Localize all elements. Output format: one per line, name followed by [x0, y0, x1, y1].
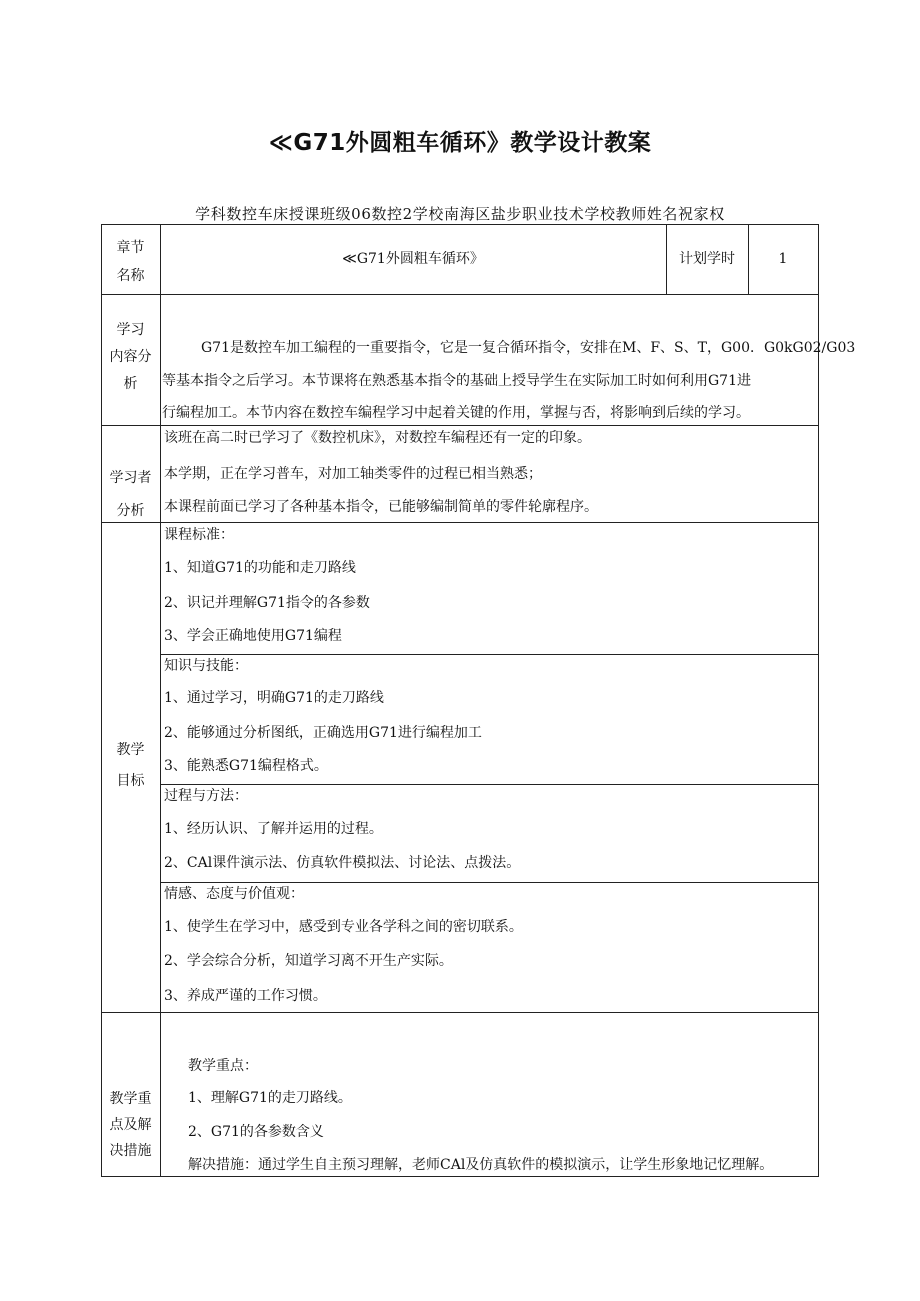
learner-analysis-label: 学习者 分析 [109, 470, 152, 519]
table-border-right [818, 224, 819, 1177]
goal-item: 1、经历认识、了解并运用的过程。 [164, 821, 383, 837]
label-column-divider [160, 224, 161, 1177]
key-points-heading: 教学重点： [188, 1058, 258, 1074]
row-divider [101, 1012, 819, 1013]
goal-item: 1、知道G71的功能和走刀路线 [164, 560, 356, 576]
goal-item: 2、CAl课件演示法、仿真软件模拟法、讨论法、点拨法。 [164, 855, 521, 871]
key-point-item: 2、G71的各参数含义 [188, 1124, 324, 1140]
content-analysis-label: 学习 内容分 析 [109, 322, 152, 392]
content-line: 行编程加工。本节内容在数控车编程学习中起着关键的作用，掌握与否，将影响到后续的学习。 [162, 405, 750, 421]
table-border-bottom [101, 1176, 819, 1177]
row-divider [101, 294, 819, 295]
row-divider [101, 425, 819, 426]
learner-line: 该班在高二时已学习了《数控机床》，对数控车编程还有一定的印象。 [164, 430, 591, 446]
key-point-item: 1、理解G71的走刀路线。 [188, 1090, 352, 1106]
content-line: 等基本指令之后学习。本节课将在熟悉基本指令的基础上授导学生在实际加工时如何利用G71进 [162, 373, 751, 389]
process-methods-heading: 过程与方法： [164, 788, 248, 804]
table-border-top [101, 224, 819, 225]
row-divider [101, 522, 819, 523]
learner-line: 本课程前面已学习了各种基本指令，已能够编制简单的零件轮廓程序。 [164, 499, 598, 515]
lesson-plan-table [101, 224, 856, 1177]
goal-item: 2、识记并理解G71指令的各参数 [164, 595, 370, 611]
course-info-line: 学科数控车床授课班级06数控2学校南海区盐步职业技术学校教师姓名祝家权 [195, 205, 725, 223]
goal-item: 1、使学生在学习中，感受到专业各学科之间的密切联系。 [164, 919, 523, 935]
goal-item: 3、能熟悉G71编程格式。 [164, 758, 328, 774]
emotion-values-heading: 情感、态度与价值观： [164, 886, 304, 902]
goal-item: 3、养成严谨的工作习惯。 [164, 988, 327, 1004]
content-line: G71是数控车加工编程的一重要指令，它是一复合循环指令，安排在M、F、S、T，G00．G0kG02/G03 [201, 340, 856, 356]
goal-item: 2、学会综合分析，知道学习离不开生产实际。 [164, 953, 453, 969]
chapter-name: ≪G71外圆粗车循环》 [342, 251, 484, 267]
planned-hours-label: 计划学时 [679, 251, 735, 267]
sub-row-divider [160, 654, 819, 655]
knowledge-skills-heading: 知识与技能： [164, 658, 248, 674]
goal-item: 3、学会正确地使用G71编程 [164, 628, 342, 644]
teaching-goals-label: 教学 目标 [116, 742, 145, 789]
solution-measures: 解决措施：通过学生自主预习理解，老师CAl及仿真软件的模拟演示，让学生形象地记忆理解。 [188, 1157, 774, 1173]
learner-line: 本学期，正在学习普车，对加工轴类零件的过程已相当熟悉； [164, 466, 542, 482]
goal-item: 2、能够通过分析图纸，正确选用G71进行编程加工 [164, 725, 482, 741]
goal-item: 1、通过学习，明确G71的走刀路线 [164, 690, 384, 706]
document-title: ≪G71外圆粗车循环》教学设计教案 [268, 130, 652, 156]
planned-hours-value: 1 [778, 251, 788, 267]
key-points-label: 教学重 点及解 决措施 [109, 1091, 152, 1159]
chapter-label: 章节 名称 [116, 240, 145, 284]
course-standard-heading: 课程标准： [164, 527, 234, 543]
sub-row-divider [160, 784, 819, 785]
sub-row-divider [160, 882, 819, 883]
